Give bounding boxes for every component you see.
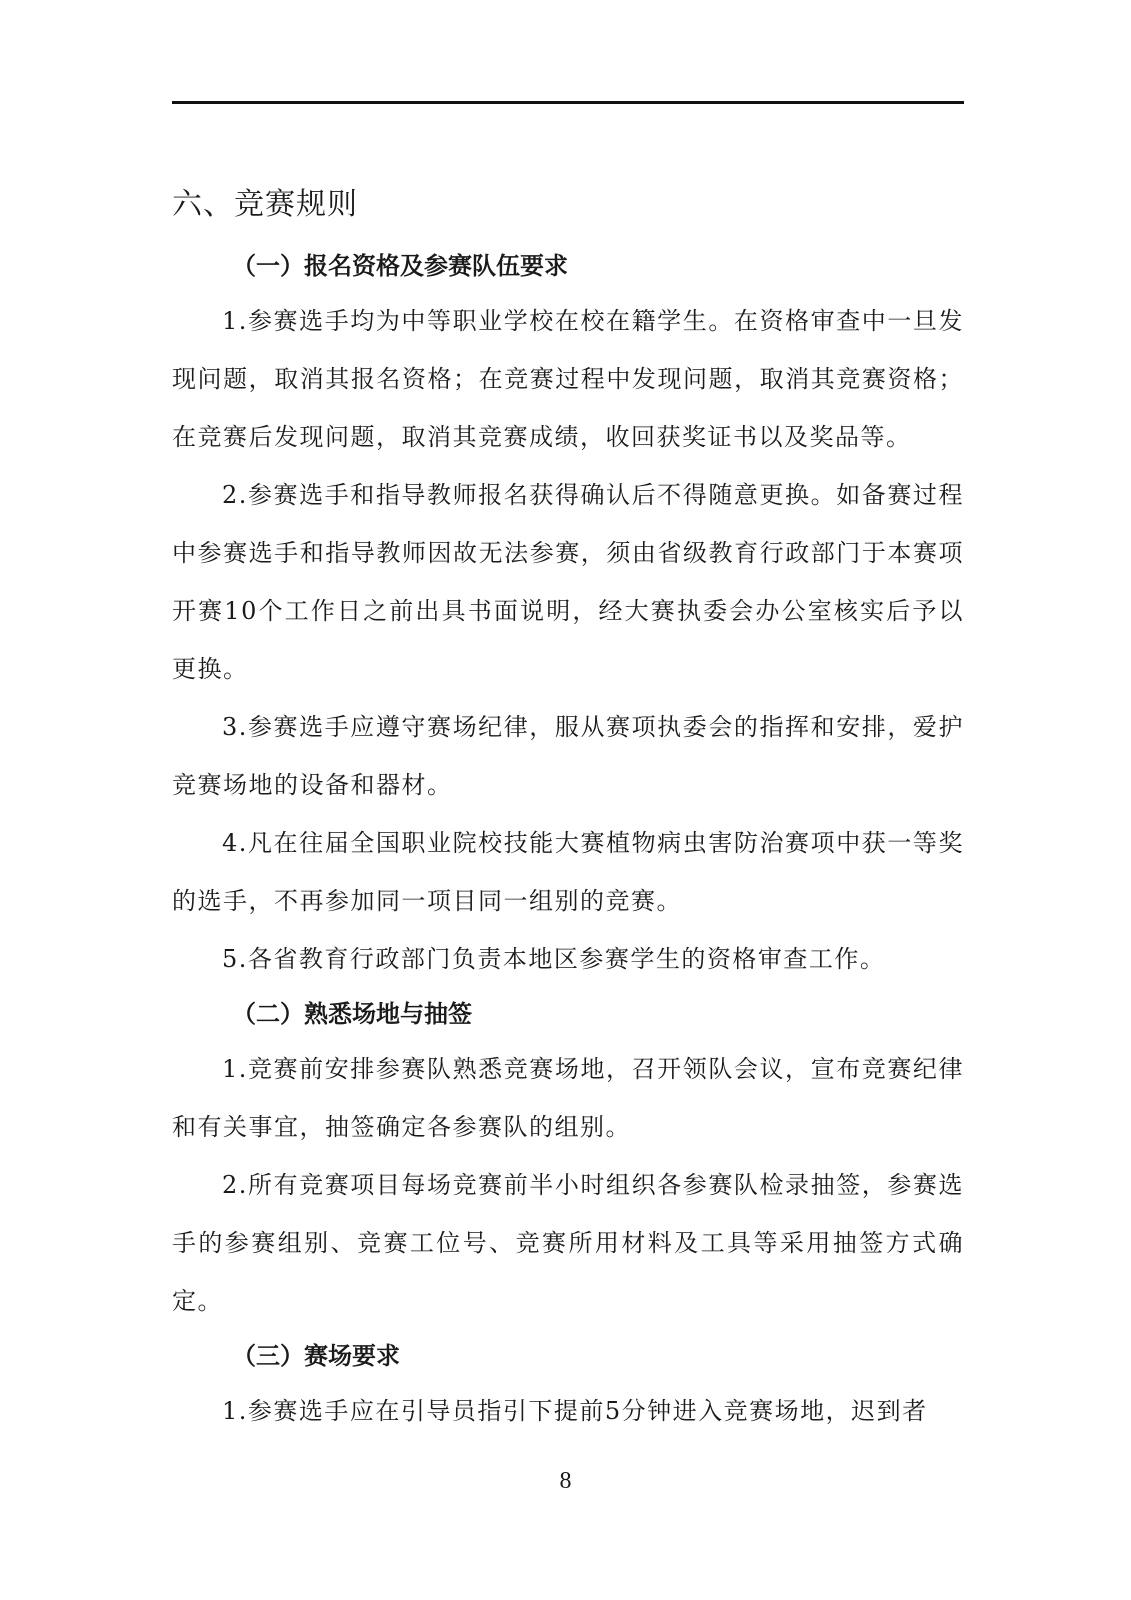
document-body [172,178,964,1440]
paragraph: 1.竞赛前安排参赛队熟悉竞赛场地，召开领队会议，宣布竞赛纪律和有关事宜，抽签确定各参赛队的组别。 [172,1055,964,1141]
header-rule [172,101,964,104]
subsection-title: （三）赛场要求 [232,1342,400,1370]
paragraph: 2.参赛选手和指导教师报名获得确认后不得随意更换。如备赛过程中参赛选手和指导教师因故无法参赛，须由省级教育行政部门于本赛项开赛10个工作日之前出具书面说明，经大赛执委会办公室核实后予以更换。 [172,481,964,683]
section-title: 六、竞赛规则 [172,187,358,222]
subsection-title: （一）报名资格及参赛队伍要求 [232,252,568,280]
paragraph: 1.参赛选手应在引导员指引下提前5分钟进入竞赛场地，迟到者 [222,1397,928,1425]
subsection-title: （二）熟悉场地与抽签 [232,1000,472,1028]
paragraph: 3.参赛选手应遵守赛场纪律，服从赛项执委会的指挥和安排，爱护竞赛场地的设备和器材。 [172,713,964,799]
paragraph: 5.各省教育行政部门负责本地区参赛学生的资格审查工作。 [222,945,886,973]
paragraph: 1.参赛选手均为中等职业学校在校在籍学生。在资格审查中一旦发现问题，取消其报名资格；在竞赛过程中发现问题，取消其竞赛资格；在竞赛后发现问题，取消其竞赛成绩，收回获奖证书以及奖品等。 [172,307,964,451]
paragraph: 2.所有竞赛项目每场竞赛前半小时组织各参赛队检录抽签，参赛选手的参赛组别、竞赛工位号、竞赛所用材料及工具等采用抽签方式确定。 [172,1171,964,1315]
page-number: 8 [559,1468,572,1494]
paragraph: 4.凡在往届全国职业院校技能大赛植物病虫害防治赛项中获一等奖的选手，不再参加同一项目同一组别的竞赛。 [172,829,964,915]
